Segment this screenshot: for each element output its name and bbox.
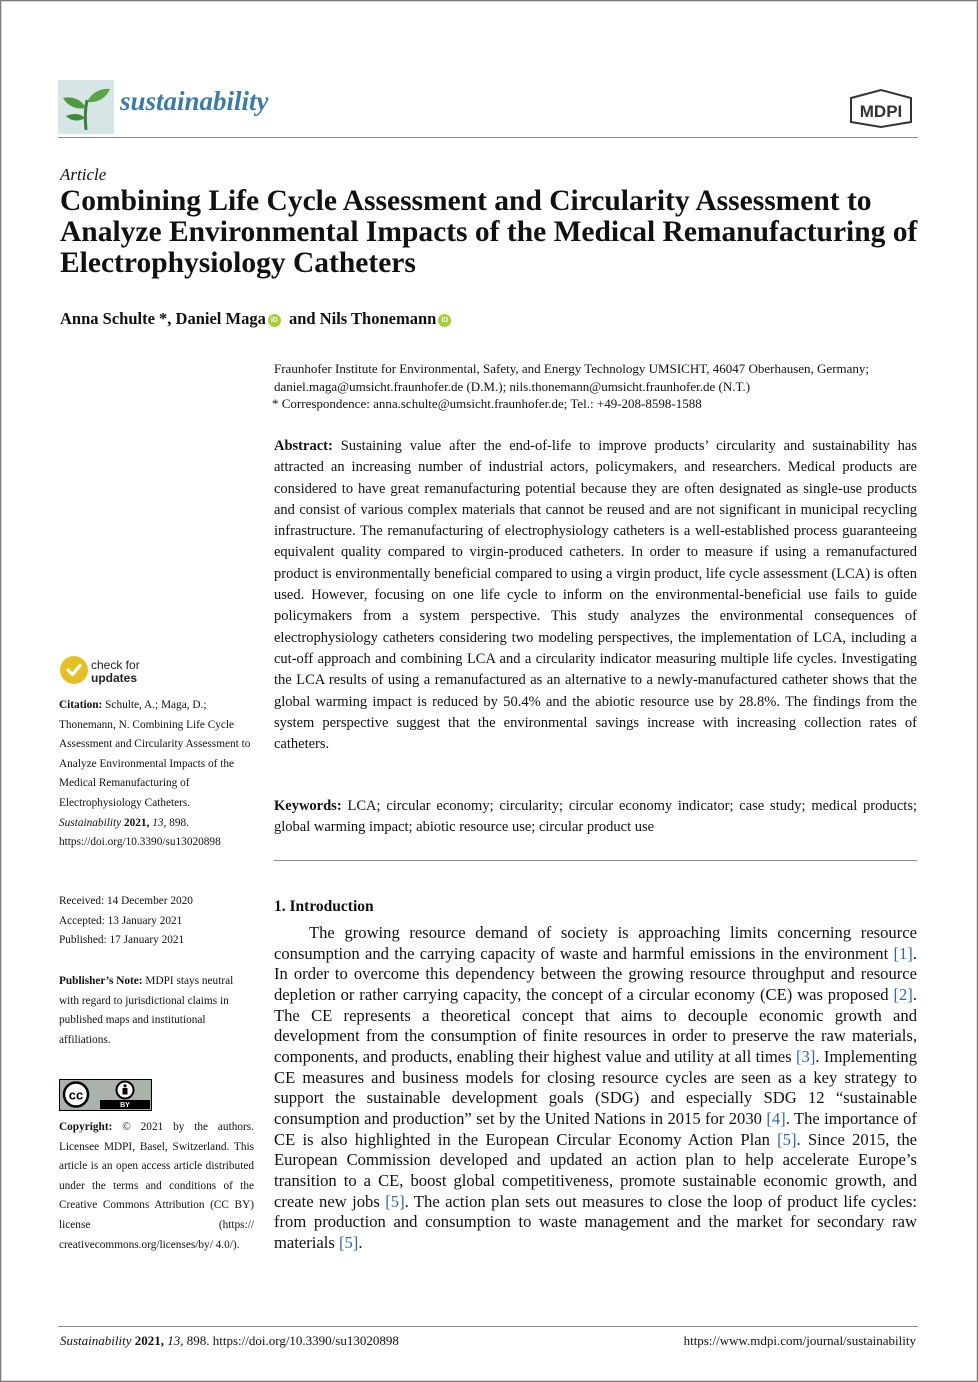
author-1[interactable]: Anna Schulte *,: [60, 309, 172, 328]
copyright-label: Copyright:: [59, 1121, 113, 1133]
citation-link[interactable]: [3]: [796, 1046, 816, 1066]
introduction-paragraph: [274, 923, 917, 1254]
citation-link[interactable]: [4]: [766, 1108, 786, 1128]
mdpi-logo-text: MDPI: [859, 102, 903, 121]
citation-text: Schulte, A.; Maga, D.; Thonemann, N. Combining Life Cycle Assessment and Circularity Assessment to Analyze Environmental Impacts of the Medical Remanufacturing of Electrophysiology Catheters.: [59, 699, 251, 809]
citation-page: 898.: [169, 816, 189, 829]
footer-journal-url[interactable]: https://www.mdpi.com/journal/sustainability: [683, 1333, 916, 1348]
author-3[interactable]: Nils Thonemann: [319, 309, 437, 328]
accepted-date: Accepted: 13 January 2021: [59, 914, 183, 927]
abstract: [274, 436, 917, 755]
section-divider: [274, 860, 917, 861]
footer-citation: [60, 1333, 399, 1349]
intro-text: The growing resource demand of society is approaching limits concerning resource consumption and the carrying capacity of waste and harmful emissions in the environment: [274, 923, 917, 963]
header-rule: [58, 137, 918, 138]
journal-name: sustainability: [120, 86, 269, 116]
check-icon: [60, 656, 88, 684]
footer-doi[interactable]: 898. https://doi.org/10.3390/su13020898: [186, 1333, 399, 1348]
citation-link[interactable]: [5]: [338, 1232, 359, 1252]
intro-text: . The importance of CE is also highlighted in the European Circular Economy Action Plan: [274, 1108, 917, 1149]
article-type: Article: [60, 165, 107, 184]
footer-rule: [58, 1326, 918, 1327]
citation-link[interactable]: [2]: [893, 984, 913, 1004]
dates-block: [59, 892, 254, 951]
citation-link[interactable]: [5]: [777, 1129, 797, 1149]
check-for-updates-button[interactable]: [60, 656, 190, 688]
by-icon: BY: [120, 1102, 130, 1109]
citation-journal: Sustainability: [59, 816, 122, 829]
journal-logo-icon: [58, 80, 114, 134]
published-date: Published: 17 January 2021: [59, 934, 185, 947]
intro-text: .: [358, 1232, 363, 1252]
citation-label: Citation:: [59, 699, 103, 711]
copyright-text: © 2021 by the authors. Licensee MDPI, Basel, Switzerland. This article is an open access article distributed under the terms and conditions of the Creative Commons Attribution (CC BY) license (https:// creativecommons.org/licenses/by/ 4.0/).: [59, 1121, 254, 1251]
affiliation-line-2: daniel.maga@umsicht.fraunhofer.de (D.M.); nils.thonemann@umsicht.fraunhofer.de (N.T.): [274, 378, 751, 394]
check-updates-line-2: updates: [91, 671, 138, 685]
orcid-icon[interactable]: iD: [438, 314, 451, 327]
authors: [60, 309, 455, 329]
affiliation-line-1: Fraunhofer Institute for Environmental, Safety, and Energy Technology UMSICHT, 46047 Oberhausen, Germany;: [274, 361, 870, 376]
intro-text: . The action plan sets out measures to close the loop of product life cycles: from production and consumption to waste management and the market for secondary raw materials: [274, 1191, 917, 1252]
citation-link[interactable]: [1]: [893, 943, 913, 963]
intro-text: . Implementing CE measures and business models for closing resource cycles are seen as a key strategy to support the sustainable development goals (SDG) and especially SDG 12 “sustainable consumption and production” set by the United Nations in 2015 for 2030: [274, 1046, 918, 1128]
mdpi-logo: [845, 88, 917, 128]
publisher-note-text: MDPI stays neutral with regard to jurisdictional claims in published maps and institutional affiliations.: [59, 975, 234, 1046]
abstract-text: Sustaining value after the end-of-life to improve products’ circularity and sustainability has attracted an increasing number of industrial actors, policymakers, and researchers. Medical products are considered to have great remanufacturing potential because they are often designated as single-use products and consist of various complex materials that cannot be reused and are not significant in municipal recycling infrastructure. The remanufacturing of electrophysiology catheters is a well-established process guaranteeing equivalent quality compared to virgin-produced catheters. In order to measure if using a remanufactured product is environmentally beneficial compared to using a virgin product, life cycle assessment (LCA) is often used. However, focusing on one life cycle to inform on the environmental-beneficial use fails to guide policymakers from a system perspective. This study analyzes the environmental consequences of electrophysiology catheters considering two modeling perspectives, the implementation of LCA, including a cut-off approach and combining LCA and a circularity indicator measuring multiple life cycles. Investigating the LCA results of using a remanufactured as an alternative to a newly-manufactured catheter shows that the global warming impact is reduced by 50.4% and the abiotic resource use by 28.8%. The findings from the system perspective suggest that the environmental savings increase with increasing collection rates of catheters.: [274, 438, 917, 753]
keywords: [274, 796, 917, 839]
citation-link[interactable]: [5]: [385, 1191, 405, 1211]
citation-year: 2021,: [123, 816, 150, 829]
footer-volume: 13,: [167, 1333, 184, 1348]
orcid-icon[interactable]: iD: [268, 314, 281, 327]
correspondence: * Correspondence: anna.schulte@umsicht.fraunhofer.de; Tel.: +49-208-8598-1588: [272, 396, 702, 411]
publisher-note: [59, 972, 254, 1050]
affiliation: [274, 360, 924, 413]
footer-year: 2021,: [134, 1333, 164, 1348]
copyright-block: [59, 1118, 254, 1255]
keywords-label: Keywords:: [274, 798, 342, 814]
cc-by-license-badge[interactable]: [59, 1079, 152, 1111]
keywords-text: LCA; circular economy; circularity; circular economy indicator; case study; medical products; global warming impact; abiotic resource use; circular product use: [274, 798, 917, 836]
received-date: Received: 14 December 2020: [59, 895, 193, 907]
cc-icon: cc: [68, 1087, 84, 1103]
abstract-label: Abstract:: [274, 438, 333, 454]
citation-volume: 13,: [152, 816, 167, 829]
citation-doi-link[interactable]: https://doi.org/10.3390/su13020898: [59, 836, 221, 849]
intro-text: . The CE represents a theoretical concept that aims to decouple economic growth and development from the consumption of finite resources in order to preserve the raw materials, components, and products, enabling their highest value and utility at all times: [274, 984, 917, 1066]
paper-title: Combining Life Cycle Assessment and Circularity Assessment to Analyze Environmental Impacts of the Medical Remanufacturing of Electrophysiology Catheters: [60, 185, 918, 279]
check-updates-line-1: check for: [91, 658, 140, 672]
citation-block: [59, 696, 254, 853]
authors-and: and: [288, 309, 316, 328]
footer-journal: Sustainability: [60, 1333, 132, 1348]
intro-text: . In order to overcome this dependency between the growing resource throughput and resource depletion or rather carrying capacity, the concept of a circular economy (CE) was proposed: [274, 943, 917, 1004]
intro-text: . Since 2015, the European Commission developed and updated an action plan to help accelerate Europe’s transition to a CE, boost global competitiveness, promote sustainable economic growth, and create new jobs: [274, 1129, 917, 1211]
publisher-note-label: Publisher’s Note:: [59, 975, 143, 987]
section-heading-introduction: 1. Introduction: [274, 898, 374, 915]
author-2[interactable]: Daniel Maga: [175, 309, 266, 328]
